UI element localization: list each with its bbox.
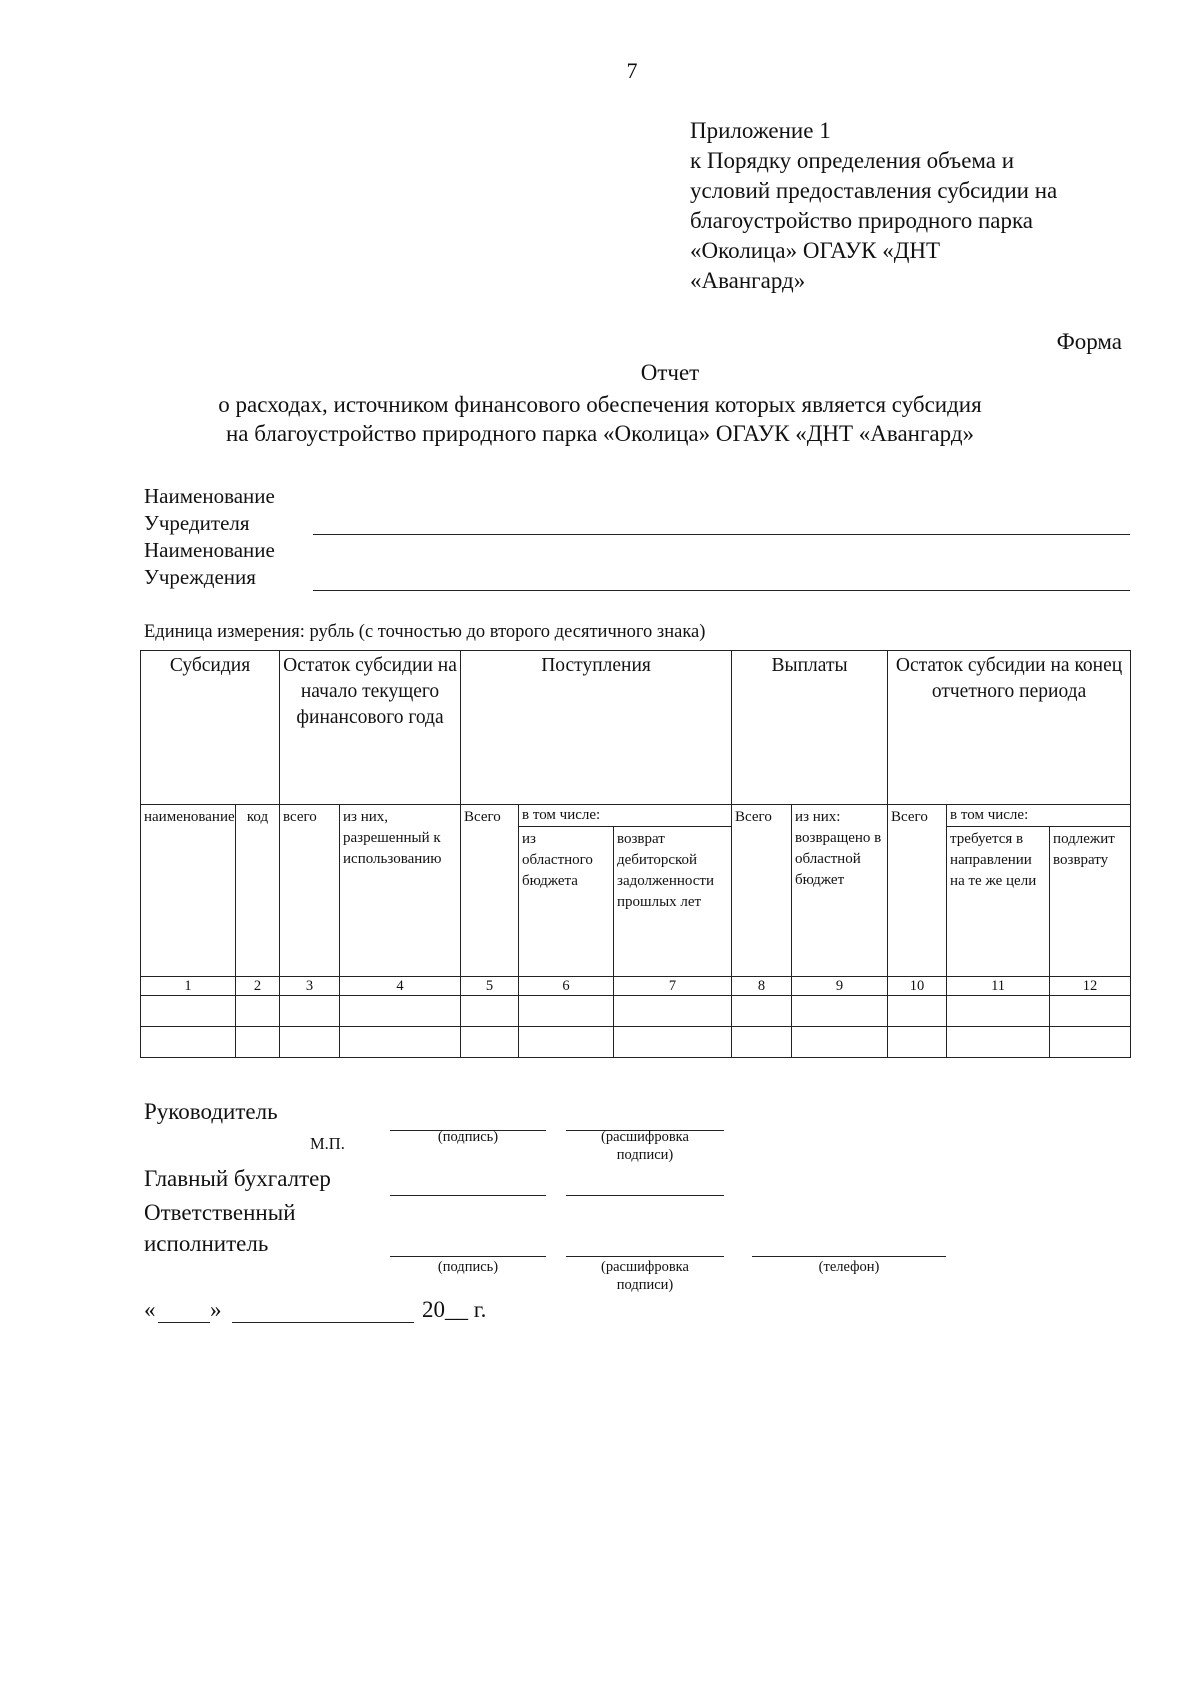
accountant-sign-line[interactable] (390, 1195, 546, 1196)
appendix-line: «Авангард» (690, 268, 806, 293)
column-number: 8 (732, 977, 792, 996)
chief-accountant-label: Главный бухгалтер (144, 1166, 331, 1191)
date-quote-open: « (144, 1297, 156, 1322)
sign-caption: (подпись) (437, 1129, 499, 1145)
column-number: 2 (236, 977, 280, 996)
table-row (141, 1027, 1131, 1058)
header-allowed: из них, разрешенный к использованию (340, 805, 461, 977)
column-number: 3 (280, 977, 340, 996)
founder-label: Наименование Учредителя (144, 484, 275, 535)
stamp-label: М.П. (310, 1134, 345, 1153)
header-name: наименование (141, 805, 236, 977)
appendix-line: «Околица» ОГАУК «ДНТ (690, 238, 941, 263)
header-total: Всего (461, 805, 519, 977)
header-opening-balance: Остаток субсидии на начало текущего финансового года (280, 651, 461, 805)
column-number: 4 (340, 977, 461, 996)
institution-label: Наименование Учреждения (144, 538, 275, 589)
column-number: 9 (792, 977, 888, 996)
column-number: 12 (1050, 977, 1131, 996)
decode-caption: (расшифровка подписи) (601, 1259, 689, 1293)
decode-caption: (расшифровка подписи) (601, 1129, 689, 1163)
appendix-line: Приложение 1 (690, 118, 831, 143)
header-total: всего (280, 805, 340, 977)
column-number: 7 (614, 977, 732, 996)
report-table (140, 650, 1131, 1058)
year-label: 20__ г. (422, 1297, 487, 1322)
header-returned: из них: возвращено в областной бюджет (792, 805, 888, 977)
responsible-decode-line[interactable] (566, 1256, 724, 1257)
appendix-line: условий предоставления субсидии на (690, 178, 1058, 203)
date-quote-close: » (210, 1297, 222, 1322)
founder-field-line[interactable] (313, 534, 1130, 535)
header-including: в том числе: (519, 805, 732, 827)
day-line[interactable] (158, 1322, 210, 1323)
header-subsidy: Субсидия (141, 651, 280, 805)
sign-caption: (подпись) (437, 1259, 499, 1275)
report-title: Отчет (640, 360, 700, 385)
responsible-label: Ответственный исполнитель (144, 1200, 296, 1256)
header-regional-budget: из областного бюджета (519, 827, 614, 977)
header-receivables: возврат дебиторской задолженности прошлых лет (614, 827, 732, 977)
header-to-return: подлежит возврату (1050, 827, 1131, 977)
column-number: 1 (141, 977, 236, 996)
column-number: 5 (461, 977, 519, 996)
phone-line[interactable] (752, 1256, 946, 1257)
appendix-block (690, 116, 1057, 296)
accountant-decode-line[interactable] (566, 1195, 724, 1196)
column-number: 11 (947, 977, 1050, 996)
subtitle-line: о расходах, источником финансового обеспечения которых является субсидия (218, 392, 982, 417)
header-including: в том числе: (947, 805, 1131, 827)
month-line[interactable] (232, 1322, 414, 1323)
subtitle-line: на благоустройство природного парка «Околица» ОГАУК «ДНТ «Авангард» (225, 421, 975, 446)
report-subtitle (60, 390, 1140, 448)
column-number: 10 (888, 977, 947, 996)
responsible-sign-line[interactable] (390, 1256, 546, 1257)
header-payments: Выплаты (732, 651, 888, 805)
institution-field-line[interactable] (313, 590, 1130, 591)
head-label: Руководитель (144, 1099, 278, 1124)
appendix-line: к Порядку определения объема и (690, 148, 1015, 173)
header-code: код (236, 805, 280, 977)
header-closing-balance: Остаток субсидии на конец отчетного периода (888, 651, 1131, 805)
unit-note: Единица измерения: рубль (с точностью до второго десятичного знака) (144, 622, 706, 642)
column-number: 6 (519, 977, 614, 996)
header-total: Всего (888, 805, 947, 977)
page-number: 7 (626, 58, 638, 83)
header-receipts: Поступления (461, 651, 732, 805)
phone-caption: (телефон) (818, 1259, 880, 1275)
header-total: Всего (732, 805, 792, 977)
appendix-line: благоустройство природного парка (690, 208, 1033, 233)
header-required: требуется в направлении на те же цели (947, 827, 1050, 977)
form-label: Форма (1056, 329, 1122, 354)
table-row (141, 996, 1131, 1027)
